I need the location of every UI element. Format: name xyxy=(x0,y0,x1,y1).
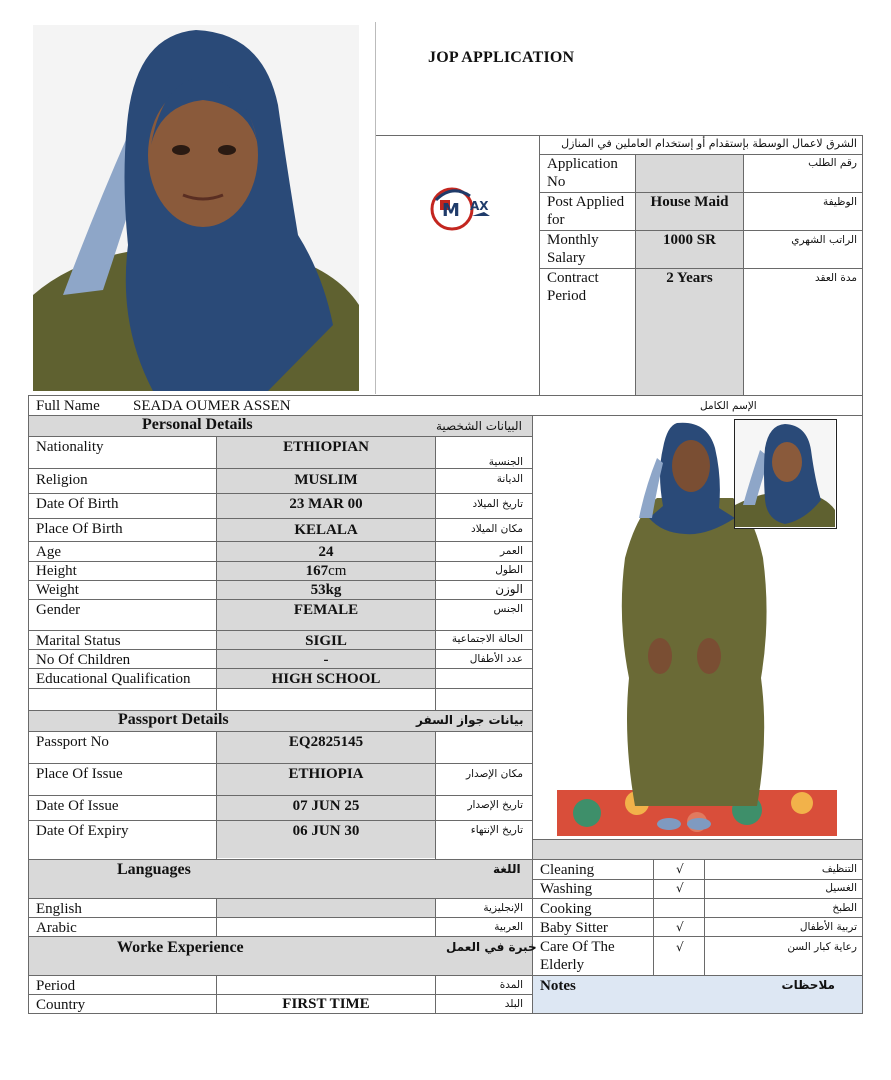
full-name-label: Full Name xyxy=(36,398,100,414)
date-issue-label: Date Of Issue xyxy=(36,798,119,814)
skill-washing-check: √ xyxy=(676,881,684,895)
skill-elderly-arabic: رعاية كبار السن xyxy=(787,941,857,953)
passport-details-title: Passport Details xyxy=(118,711,229,728)
language-arabic-arabic: العربية xyxy=(494,921,523,933)
salary-label: Monthly Salary xyxy=(547,232,599,266)
max-logo xyxy=(428,180,500,236)
gender-arabic: الجنس xyxy=(493,603,523,615)
skill-babysitter-check: √ xyxy=(676,920,684,934)
skill-cooking-arabic: الطبخ xyxy=(832,902,857,914)
pob-label: Place Of Birth xyxy=(36,521,123,537)
skill-elderly-label: Care Of The Elderly xyxy=(540,939,615,973)
skill-babysitter-label: Baby Sitter xyxy=(540,920,608,936)
marital-label: Marital Status xyxy=(36,633,121,649)
skill-cooking-label: Cooking xyxy=(540,901,592,917)
education-value: HIGH SCHOOL xyxy=(271,671,381,687)
company-arabic-name: الشرق لاعمال الوسطة بإستقدام أو إستخدام العاملين في المنازل xyxy=(561,137,857,150)
language-english-arabic: الإنجليزية xyxy=(483,902,523,914)
children-value: - xyxy=(323,652,329,668)
salary-arabic: الراتب الشهري xyxy=(791,234,857,246)
pob-arabic: مكان الميلاد xyxy=(471,523,523,535)
age-label: Age xyxy=(36,544,61,560)
post-value: House Maid xyxy=(650,194,729,210)
weight-arabic: الوزن xyxy=(495,582,523,596)
nationality-arabic: الجنسية xyxy=(488,456,523,468)
date-expiry-label: Date Of Expiry xyxy=(36,823,129,839)
language-arabic-label: Arabic xyxy=(36,920,77,936)
applicant-passport-photo xyxy=(734,419,837,529)
post-label: Post Applied for xyxy=(547,194,625,228)
marital-value: SIGIL xyxy=(305,633,347,649)
weight-label: Weight xyxy=(36,582,79,598)
post-arabic: الوظيفة xyxy=(822,196,857,208)
personal-details-title: Personal Details xyxy=(142,416,253,433)
nationality-value: ETHIOPIAN xyxy=(283,439,369,455)
personal-details-arabic: البيانات الشخصية xyxy=(436,419,522,433)
date-issue-value: 07 JUN 25 xyxy=(292,798,360,814)
application-no-arabic: رقم الطلب xyxy=(808,157,857,169)
experience-title: Worke Experience xyxy=(117,939,244,956)
dob-value: 23 MAR 00 xyxy=(289,496,363,512)
skill-cleaning-arabic: التنظيف xyxy=(821,863,857,875)
experience-country-arabic: البلد xyxy=(504,998,523,1010)
languages-arabic: اللغة xyxy=(493,862,521,876)
skill-washing-arabic: الغسيل xyxy=(825,882,857,894)
skill-cleaning-check: √ xyxy=(676,862,684,876)
skill-cleaning-label: Cleaning xyxy=(540,862,595,878)
gender-value: FEMALE xyxy=(293,602,359,618)
applicant-portrait-photo xyxy=(33,25,359,391)
salary-value: 1000 SR xyxy=(663,232,716,248)
contract-label: Contract Period xyxy=(547,270,599,304)
date-issue-arabic: تاريخ الإصدار xyxy=(467,799,523,811)
age-arabic: العمر xyxy=(499,545,523,557)
religion-value: MUSLIM xyxy=(294,472,358,488)
children-label: No Of Children xyxy=(36,652,131,668)
religion-arabic: الديانة xyxy=(496,473,523,485)
full-name-value: SEADA OUMER ASSEN xyxy=(133,398,291,414)
experience-period-label: Period xyxy=(36,978,76,994)
notes-label: Notes xyxy=(540,978,576,994)
experience-arabic: خبرة في العمل xyxy=(446,940,537,954)
svg-text:AX: AX xyxy=(470,199,489,213)
age-value: 24 xyxy=(318,544,334,560)
language-english-label: English xyxy=(36,901,82,917)
passport-no-label: Passport No xyxy=(36,734,109,750)
application-no-label: Application No xyxy=(547,156,618,190)
page-title: JOP APPLICATION xyxy=(428,49,575,66)
contract-arabic: مدة العقد xyxy=(815,272,857,284)
nationality-label: Nationality xyxy=(36,439,104,455)
date-expiry-arabic: تاريخ الإنتهاء xyxy=(470,824,523,836)
education-label: Educational Qualification xyxy=(36,671,191,687)
passport-no-value: EQ2825145 xyxy=(288,734,364,750)
skill-washing-label: Washing xyxy=(540,881,593,897)
full-name-arabic: الإسم الكامل xyxy=(700,400,757,412)
children-arabic: عدد الأطفال xyxy=(469,653,523,665)
date-expiry-value: 06 JUN 30 xyxy=(292,823,360,839)
pob-value: KELALA xyxy=(294,522,358,538)
experience-country-label: Country xyxy=(36,997,86,1013)
gender-label: Gender xyxy=(36,602,81,618)
languages-title: Languages xyxy=(117,861,191,878)
skill-elderly-check: √ xyxy=(676,940,684,954)
height-value: 167cm xyxy=(305,563,347,579)
passport-details-arabic: بيانات جواز السفر xyxy=(416,713,524,727)
experience-period-arabic: المدة xyxy=(499,979,523,991)
height-arabic: الطول xyxy=(495,564,523,576)
place-issue-label: Place Of Issue xyxy=(36,766,123,782)
skill-babysitter-arabic: تربية الأطفال xyxy=(799,921,857,933)
svg-text:M: M xyxy=(442,200,460,221)
religion-label: Religion xyxy=(36,472,88,488)
notes-arabic: ملاحظات xyxy=(781,978,835,992)
height-label: Height xyxy=(36,563,77,579)
place-issue-arabic: مكان الإصدار xyxy=(466,768,523,780)
dob-arabic: تاريخ الميلاد xyxy=(472,498,523,510)
contract-value: 2 Years xyxy=(666,270,713,286)
place-issue-value: ETHIOPIA xyxy=(288,766,364,782)
dob-label: Date Of Birth xyxy=(36,496,119,512)
experience-country-value: FIRST TIME xyxy=(282,996,370,1012)
marital-arabic: الحالة الاجتماعية xyxy=(451,633,523,645)
weight-value: 53kg xyxy=(310,582,342,598)
